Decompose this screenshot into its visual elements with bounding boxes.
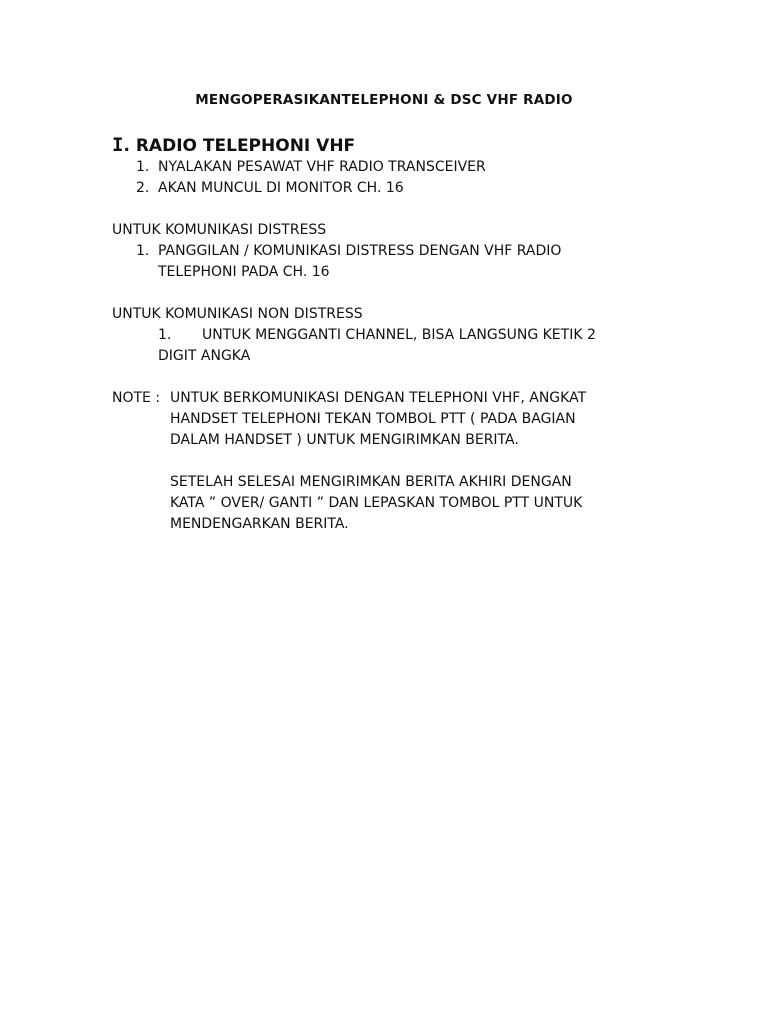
note-para-2-line-1: SETELAH SELESAI MENGIRIMKAN BERITA AKHIRI DENGAN xyxy=(170,474,572,490)
section-heading xyxy=(112,134,355,156)
section-heading-text: RADIO TELEPHONI VHF xyxy=(135,136,356,156)
step-1-text: NYALAKAN PESAWAT VHF RADIO TRANSCEIVER xyxy=(158,159,486,175)
section-number-dot: . xyxy=(123,136,130,156)
step-2-text: AKAN MUNCUL DI MONITOR CH. 16 xyxy=(158,180,404,196)
step-2-marker: 2. xyxy=(136,180,150,196)
non-distress-item-marker: 1. xyxy=(158,327,172,343)
note-para-1-line-3: DALAM HANDSET ) UNTUK MENGIRIMKAN BERITA. xyxy=(170,432,519,448)
non-distress-item-line-2: DIGIT ANGKA xyxy=(158,348,251,364)
note-para-2-line-2: KATA ” OVER/ GANTI ” DAN LEPASKAN TOMBOL PTT UNTUK xyxy=(170,495,583,511)
distress-item-line-2: TELEPHONI PADA CH. 16 xyxy=(158,264,330,280)
non-distress-heading: UNTUK KOMUNIKASI NON DISTRESS xyxy=(112,306,363,322)
distress-item-line-1: PANGGILAN / KOMUNIKASI DISTRESS DENGAN VHF RADIO xyxy=(158,243,562,259)
note-label: NOTE : xyxy=(112,390,161,406)
non-distress-item-line-1: UNTUK MENGGANTI CHANNEL, BISA LANGSUNG KETIK 2 xyxy=(202,327,596,343)
section-number: I xyxy=(112,134,124,156)
note-para-1-line-2: HANDSET TELEPHONI TEKAN TOMBOL PTT ( PADA BAGIAN xyxy=(170,411,576,427)
note-para-1-line-1: UNTUK BERKOMUNIKASI DENGAN TELEPHONI VHF, ANGKAT xyxy=(170,390,587,406)
note-para-2-line-3: MENDENGARKAN BERITA. xyxy=(170,516,349,532)
distress-heading: UNTUK KOMUNIKASI DISTRESS xyxy=(112,222,327,238)
distress-item-marker: 1. xyxy=(136,243,150,259)
step-1-marker: 1. xyxy=(136,159,150,175)
document-title: MENGOPERASIKANTELEPHONI & DSC VHF RADIO xyxy=(195,92,573,108)
